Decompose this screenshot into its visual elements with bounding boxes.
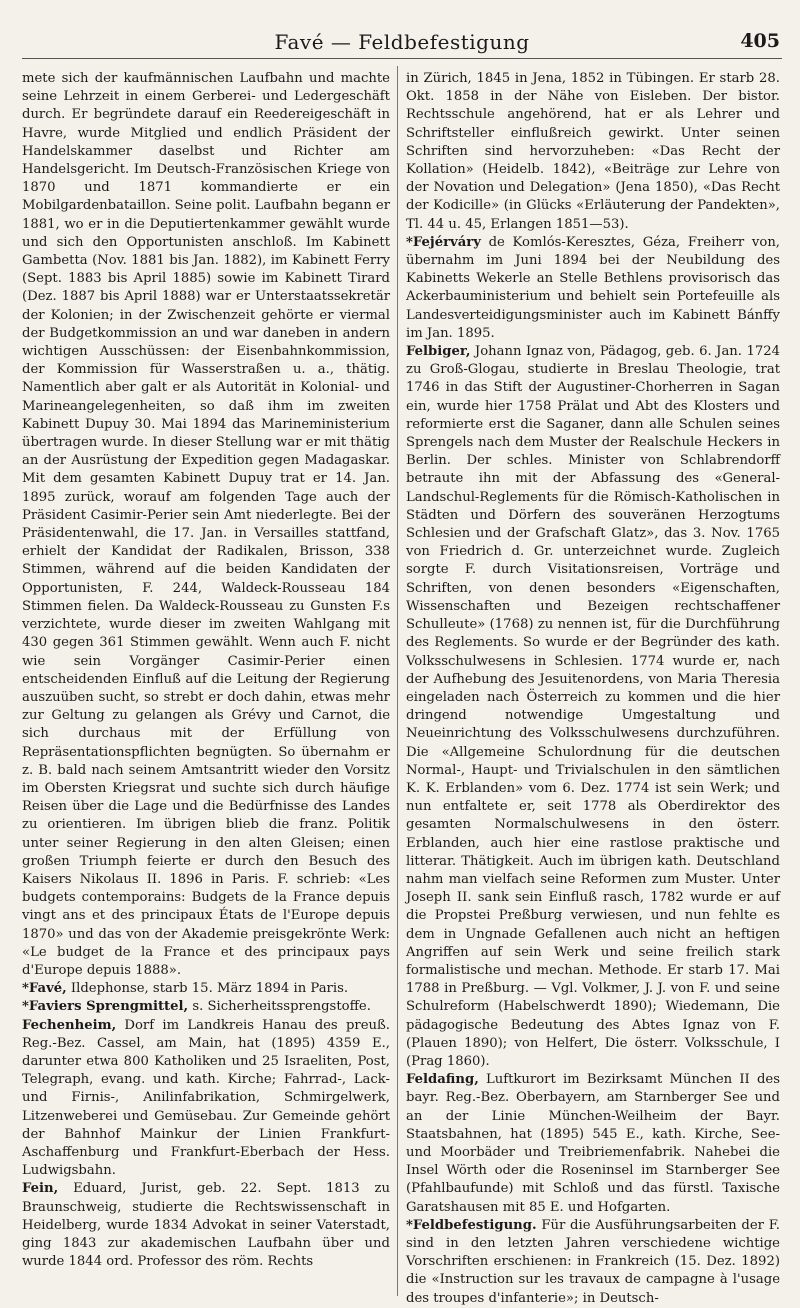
right-column — [406, 70, 780, 1308]
column-divider — [397, 66, 398, 1296]
entry-continuation: in Zürich, 1845 in Jena, 1852 in Tübingen. Er starb 28. Okt. 1858 in der Nähe von Eisleben. Der bistor. Rechtsschule angehörend, hat er als Lehrer und Schriftsteller einflußreich gewirkt. Unter seinen Schriften sind hervorzuheben: «Das Recht der Kollation» (Heidelb. 1842), «Beiträge zur Lehre von der Novation und Delegation» (Jena 1850), «Das Recht der Kodicille» (in Glücks «Erläuterung der Pandekten», Tl. 44 u. 45, Erlangen 1851—53). — [406, 71, 780, 232]
entry-fejervary: *Fejérváry de Komlós-Keresztes, Géza, Freiherr von, übernahm im Juni 1894 bei der Neubildung des Kabinetts Wekerle an Stelle Bethlens provisorisch das Ackerbauministerium und behielt sein Portefeuille als Landesverteidigungsminister auch im Kabinett Bánffy im Jan. 1895. — [406, 234, 780, 341]
page-number: 405 — [740, 30, 780, 52]
headword: *Feldbefestigung. — [406, 1217, 537, 1233]
entry-faviers: *Faviers Sprengmittel, s. Sicherheitssprengstoffe. — [22, 999, 371, 1015]
headword: Fechenheim, — [22, 1017, 117, 1033]
entry-continuation: mete sich der kaufmännischen Laufbahn und machte seine Lehrzeit in einem Gerberei- und Ledergeschäft durch. Er begründete darauf ein Reedereigeschäft in Havre, wurde Mitglied und endlich Präsident der Handelskammer daselbst und Richter am Handelsgericht. Im Deutsch-Französischen Kriege von 1870 und 1871 kommandierte er ein Mobilgardenbataillon. Seine polit. Laufbahn begann er 1881, wo er in die Deputiertenkammer gewählt wurde und sich den Opportunisten anschloß. Im Kabinett Gambetta (Nov. 1881 bis Jan. 1882), im Kabinett Ferry (Sept. 1883 bis April 1885) sowie im Kabinett Tirard (Dez. 1887 bis April 1888) war er Unterstaatssekretär der Kolonien; in der Zwischenzeit gehörte er viermal der Budgetkommission an und war daneben in andern wichtigen Ausschüssen: der Eisenbahnkommission, der Kommission für Wasserstraßen u. a., thätig. Namentlich aber galt er als Autorität in Kolonial- und Marineangelegenheiten, so daß ihm im zweiten Kabinett Dupuy 30. Mai 1894 das Marineministerium übertragen wurde. In dieser Stellung war er mit thätig an der Ausrüstung der Expedition gegen Madagaskar. Mit dem gesamten Kabinett Dupuy trat er 14. Jan. 1895 zurück, worauf am folgenden Tage auch der Präsident Casimir-Perier sein Amt niederlegte. Bei der Präsidentenwahl, die 17. Jan. in Versailles stattfand, erhielt der Kandidat der Radikalen, Brisson, 338 Stimmen, während auf die beiden Kandidaten der Opportunisten, F. 244, Waldeck-Rousseau 184 Stimmen fielen. Da Waldeck-Rousseau zu Gunsten F.s verzichtete, wurde dieser im zweiten Wahlgang mit 430 gegen 361 Stimmen gewählt. Wenn auch F. nicht wie sein Vorgänger Casimir-Perier einen entscheidenden Einfluß auf die Leitung der Regierung auszuüben sucht, so strebt er doch dahin, etwas mehr zur Geltung zu gelangen als Grévy und Carnot, die sich durchaus mit der Erfüllung von Repräsentationspflichten begnügten. So übernahm er z. B. bald nach seinem Amtsantritt wieder den Vorsitz im Obersten Kriegsrat und suchte sich durch häufige Reisen über die Lage und die Bedürfnisse des Landes zu orientieren. Im übrigen blieb die franz. Politik unter seiner Regierung in den alten Gleisen; einen großen Triumph feierte er durch den Besuch des Kaisers Nikolaus II. 1896 in Paris. F. schrieb: «Les budgets contemporains: Budgets de la France depuis vingt ans et des principaux États de l'Europe depuis 1870» und das von der Akademie preisgekrönte Werk: «Le budget de la France et des principaux pays d'Europe depuis 1888». — [22, 71, 390, 978]
headword: *Fejérváry — [406, 234, 481, 250]
entry-felbiger: Felbiger, Johann Ignaz von, Pädagog, geb. 6. Jan. 1724 zu Groß-Glogau, studierte in Breslau Theologie, trat 1746 in das Stift der Augustiner-Chorherren in Sagan ein, wurde hier 1758 Prälat und Abt des Klosters und reformierte erst die Saganer, dann alle Schulen seines Sprengels nach dem Muster der Realschule Heckers in Berlin. Der schles. Minister von Schlabrendorff betraute ihn mit der Abfassung des «General-Landschul-Reglements für die Römisch-Katholischen in Städten und Dörfern des souveränen Herzogtums Schlesien und der Grafschaft Glatz», das 3. Nov. 1765 von Friedrich d. Gr. unterzeichnet wurde. Zugleich sorgte F. durch Visitationsreisen, Vorträge und Schriften, von denen besonders «Eigenschaften, Wissenschaften und Bezeigen rechtschaffener Schulleute» (1768) zu nennen ist, für die Durchführung des Reglements. So wurde er der Begründer des kath. Volksschulwesens in Schlesien. 1774 wurde er, nach der Aufhebung des Jesuitenordens, von Maria Theresia eingeladen nach Österreich zu kommen und die hier dringend notwendige Umgestaltung und Neueinrichtung des Volksschulwesens durchzuführen. Die «Allgemeine Schulordnung für die deutschen Normal-, Haupt- und Trivialschulen in den sämtlichen K. K. Erblanden» vom 6. Dez. 1774 ist sein Werk; und nun entfaltete er, seit 1778 als Oberdirektor des gesamten Normalschulwesens in den österr. Erblanden, auch hier eine rastlose praktische und litterar. Thätigkeit. Auch im übrigen kath. Deutschland nahm man vielfach seine Reformen zum Muster. Unter Joseph II. sank sein Einfluß rasch, 1782 wurde er auf die Propstei Preßburg verwiesen, und nun fehlte es dem in Ungnade Gefallenen auch nicht an heftigen Angriffen auf sein Werk und seine freilich stark formalistische und mechan. Methode. Er starb 17. Mai 1788 in Preßburg. — Vgl. Volkmer, J. J. von F. und seine Schulreform (Habelschwerdt 1890); Wiedemann, Die pädagogische Bedeutung des Abtes Ignaz von F. (Plauen 1890); von Helfert, Die österr. Volksschule, I (Prag 1860). — [406, 344, 780, 1069]
entry-feldbefestigung: *Feldbefestigung. Für die Ausführungsarbeiten der F. sind in den letzten Jahren verschiedene wichtige Vorschriften erschienen: in Frankreich (15. Dez. 1892) die «Instruction sur les travaux de campagne à l'usage des troupes d'infanterie»; in Deutsch- — [406, 1217, 780, 1306]
page-title: Favé — Feldbefestigung — [274, 30, 530, 54]
headword: *Faviers Sprengmittel, — [22, 999, 189, 1015]
entry-fechenheim: Fechenheim, Dorf im Landkreis Hanau des preuß. Reg.-Bez. Cassel, am Main, hat (1895) 4359 E., darunter etwa 800 Katholiken und 25 Israeliten, Post, Telegraph, evang. und kath. Kirche; Fahrrad-, Lack- und Firnis-, Anilinfabrikation, Schmirgelwerk, Litzenweberei und Gemüsebau. Zur Gemeinde gehört der Bahnhof Mainkur der Linien Frankfurt-Aschaffenburg und Frankfurt-Eberbach der Hess. Ludwigsbahn. — [22, 1017, 390, 1179]
entry-fave: *Favé, Ildephonse, starb 15. März 1894 in Paris. — [22, 981, 349, 997]
entry-fein: Fein, Eduard, Jurist, geb. 22. Sept. 1813 zu Braunschweig, studierte die Rechtswissenschaft in Heidelberg, wurde 1834 Advokat in seiner Vaterstadt, ging 1843 zur akademischen Laufbahn über und wurde 1844 ord. Professor des röm. Rechts — [22, 1181, 390, 1270]
headword: *Favé, — [22, 981, 67, 997]
headword: Feldafing, — [406, 1072, 479, 1088]
headword: Felbiger, — [406, 344, 471, 360]
left-column — [22, 70, 390, 1271]
entry-feldafing: Feldafing, Luftkurort im Bezirksamt München II des bayr. Reg.-Bez. Oberbayern, am Starnberger See und an der Linie München-Weilheim der Bayr. Staatsbahnen, hat (1895) 545 E., kath. Kirche, See- und Moorbäder und Treibriemenfabrik. Nahebei die Insel Wörth oder die Roseninsel im Starnberger See (Pfahlbaufunde) mit Schloß und das fürstl. Taxische Garatshausen mit 85 E. und Hofgarten. — [406, 1072, 780, 1215]
running-header — [22, 30, 782, 59]
headword: Fein, — [22, 1181, 59, 1197]
